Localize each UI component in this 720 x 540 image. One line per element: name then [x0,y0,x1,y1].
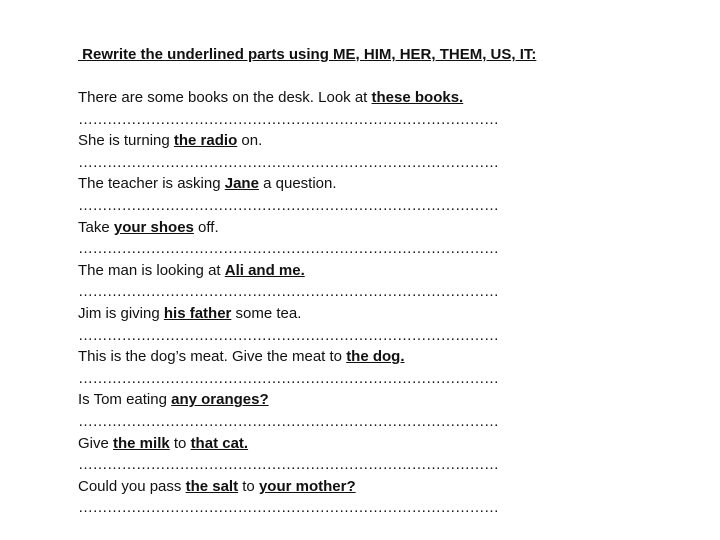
exercise-item [78,130,698,173]
underlined-phrase: the radio [173,132,238,150]
exercise-item [78,217,698,260]
exercise-item [78,303,698,346]
exercise-sentence [78,433,698,455]
exercise-sentence [78,87,698,109]
underlined-phrase: your mother? [258,477,356,495]
underlined-phrase: the dog. [346,348,405,366]
answer-line[interactable]: …………………………………………………………………………… [78,412,499,430]
sentence-text: Could you pass [78,477,186,495]
sentence-text: Give [78,434,114,452]
underlined-phrase: that cat. [190,434,249,452]
exercise-list [78,87,698,519]
sentence-text: to [238,477,259,495]
exercise-item [78,173,698,216]
sentence-text: There are some books on the desk. Look at [78,89,372,106]
exercise-sentence [78,217,698,239]
underlined-phrase: your shoes [113,218,194,236]
underlined-phrase: these books. [371,89,464,106]
sentence-text: Is Tom eating [78,391,172,409]
answer-line[interactable]: …………………………………………………………………………… [78,283,499,301]
answer-line[interactable]: …………………………………………………………………………… [78,369,499,387]
answer-line[interactable]: …………………………………………………………………………… [78,326,499,344]
sentence-text: off. [193,218,219,236]
exercise-item [78,87,698,130]
exercise-sentence [78,346,698,368]
sentence-text: on. [237,132,263,150]
underlined-phrase: the milk [113,434,170,452]
sentence-text: to [169,434,191,452]
exercise-sentence [78,303,698,325]
underlined-phrase: the salt [185,477,239,495]
answer-line[interactable]: …………………………………………………………………………… [78,240,499,258]
exercise-sentence [78,389,698,411]
sentence-text: She is turning [78,132,174,150]
answer-line[interactable]: …………………………………………………………………………… [78,153,499,171]
sentence-text: Jim is giving [78,304,164,322]
sentence-text: a question. [258,175,337,193]
answer-line[interactable]: …………………………………………………………………………… [78,196,499,214]
underlined-phrase: Ali and me. [224,261,305,279]
answer-line[interactable]: …………………………………………………………………………… [78,499,499,517]
exercise-item [78,476,698,519]
exercise-sentence [78,260,698,282]
exercise-sentence [78,130,698,152]
exercise-item [78,346,698,389]
sentence-text: The man is looking at [78,261,225,279]
underlined-phrase: any oranges? [171,391,269,409]
exercise-sentence [78,173,698,195]
underlined-phrase: Jane [224,175,259,193]
answer-line[interactable]: …………………………………………………………………………… [78,110,499,128]
underlined-phrase: his father [163,304,232,322]
exercise-item [78,260,698,303]
exercise-item [78,389,698,432]
worksheet [78,44,698,519]
worksheet-title: Rewrite the underlined parts using ME, HIM, HER, THEM, US, IT: [78,46,537,63]
sentence-text: The teacher is asking [78,175,225,193]
exercise-sentence [78,476,698,498]
sentence-text: Take [78,218,114,236]
sentence-text: some tea. [231,304,302,322]
sentence-text: This is the dog’s meat. Give the meat to [78,348,347,366]
answer-line[interactable]: …………………………………………………………………………… [78,456,499,474]
spacer [78,66,698,87]
exercise-item [78,433,698,476]
